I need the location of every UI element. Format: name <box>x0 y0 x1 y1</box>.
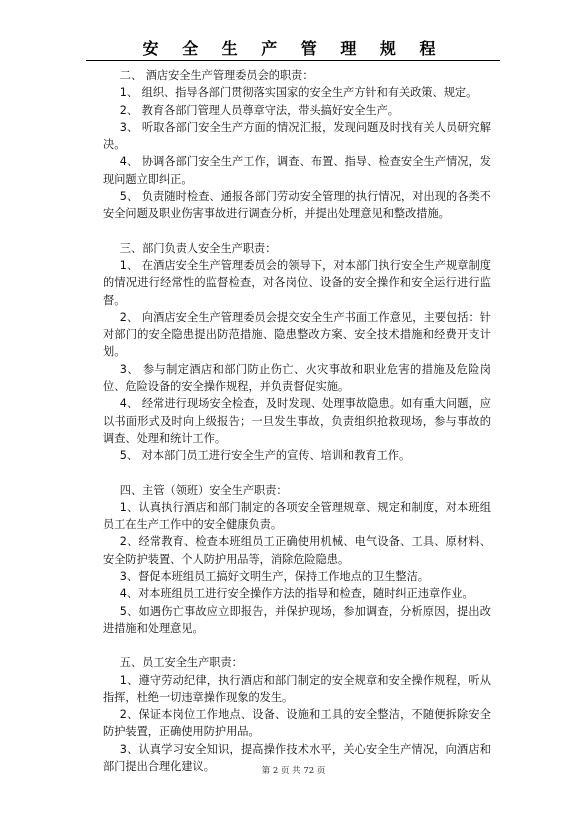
section-spacer <box>103 223 491 240</box>
list-item: 2、保证本岗位工作地点、设备、设施和工具的安全整洁，不随便拆除安全防护装置，正确使用防护用品。 <box>103 708 491 739</box>
document-body <box>103 67 491 775</box>
section-heading: 三、部门负责人安全生产职责： <box>119 241 277 255</box>
list-item: 3、督促本班组员工搞好文明生产，保持工作地点的卫生整洁。 <box>119 570 429 584</box>
list-item: 2、 向酒店安全生产管理委员会提交安全生产书面工作意见，主要包括：针对部门的安全隐患提出防范措施、隐患整改方案、安全技术措施和经费开支计划。 <box>103 310 491 359</box>
list-item: 3、 听取各部门安全生产方面的情况汇报，发现问题及时找有关人员研究解决。 <box>103 120 491 152</box>
list-item: 4、对本班组员工进行安全操作方法的指导和检查，随时纠正违章作业。 <box>119 587 474 601</box>
list-item: 1、认真执行酒店和部门制定的各项安全管理规章、规定和制度，对本班组员工在生产工作中的安全健康负责。 <box>103 500 491 532</box>
list-item: 2、经常教育、检查本班组员工正确使用机械、电气设备、工具、原材料、安全防护装置、个人防护用品等，消除危险隐患。 <box>103 535 491 566</box>
document-title: 安 全 生 产 管 理 规 程 <box>142 39 445 58</box>
list-item: 3、 参与制定酒店和部门防止伤亡、火灾事故和职业危害的措施及危险岗位、危险设备的安全操作规程，并负责督促实施。 <box>103 362 491 394</box>
section-spacer <box>103 465 491 482</box>
list-item: 5、 负责随时检查、通报各部门劳动安全管理的执行情况，对出现的各类不安全问题及职业伤害事故进行调查分析，并提出处理意见和整改措施。 <box>103 190 491 221</box>
section-heading: 五、员工安全生产职责： <box>119 656 243 670</box>
list-item: 2、 教育各部门管理人员尊章守法，带头搞好安全生产。 <box>119 103 399 117</box>
section-heading: 四、主管（领班）安全生产职责： <box>119 483 288 497</box>
list-item: 4、 经常进行现场安全检查，及时发现、处理事故隐患。如有重大问题，应以书面形式及时向上级报告；一旦发生事故，负责组织抢救现场，参与事故的调查、处理和统计工作。 <box>103 397 491 445</box>
list-item: 5、 对本部门员工进行安全生产的宣传、培训和教育工作。 <box>119 449 411 463</box>
title-underline <box>86 60 500 61</box>
list-item: 1、 在酒店安全生产管理委员会的领导下，对本部门执行安全生产规章制度的情况进行经常性的监督检查，对各岗位、设备的安全操作和安全运行进行监督。 <box>103 258 491 307</box>
page-number-footer: 第 2 页 共 72 页 <box>261 766 326 776</box>
list-item: 1、遵守劳动纪律，执行酒店和部门制定的安全规章和安全操作规程，听从指挥，杜绝一切违章操作现象的发生。 <box>103 673 491 704</box>
list-item: 1、 组织、指导各部门贯彻落实国家的安全生产方针和有关政策、规定。 <box>119 86 478 100</box>
list-item: 3、认真学习安全知识，提高操作技术水平，关心安全生产情况，向酒店和部门提出合理化建议。 <box>103 742 491 773</box>
section-spacer <box>103 637 491 654</box>
section-heading: 二、 酒店安全生产管理委员会的职责： <box>119 69 314 82</box>
list-item: 4、 协调各部门安全生产工作，调查、布置、指导、检查安全生产情况，发现问题立即纠正。 <box>103 155 491 186</box>
list-item: 5、如遇伤亡事故应立即报告，并保护现场，参加调查，分析原因，提出改进措施和处理意见。 <box>103 604 491 635</box>
